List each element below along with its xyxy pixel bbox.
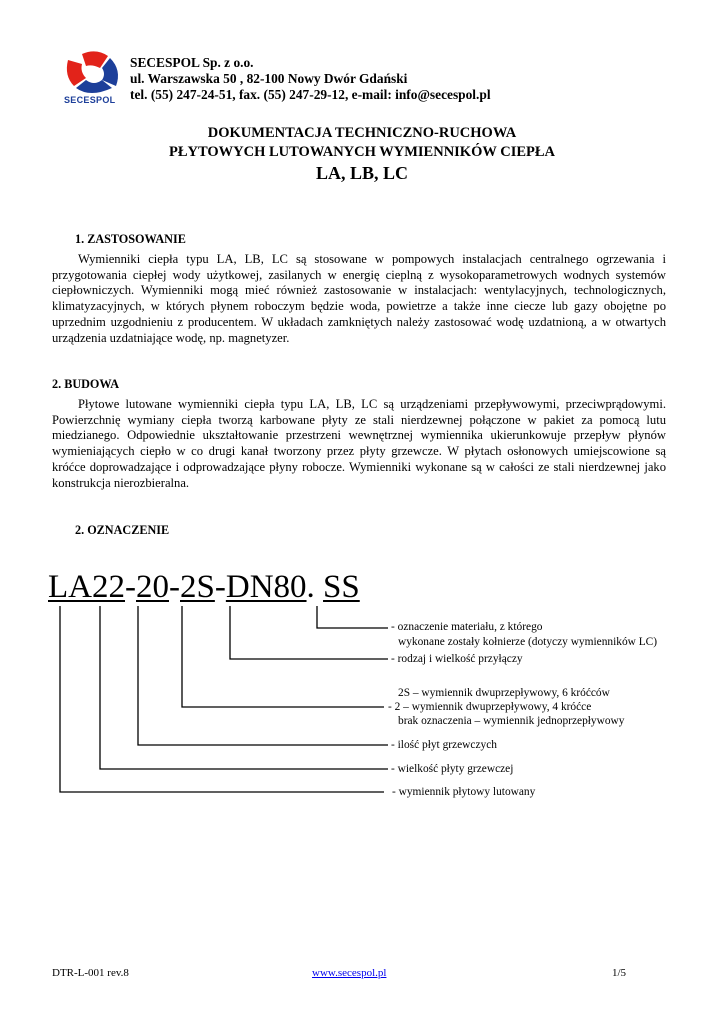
- desc-plate-count: - ilość płyt grzewczych: [391, 739, 497, 751]
- section-heading-zastosowanie: 1. ZASTOSOWANIE: [75, 232, 186, 246]
- company-address: ul. Warszawska 50 , 82-100 Nowy Dwór Gdański: [130, 71, 408, 86]
- desc-plate-size: - wielkość płyty grzewczej: [391, 763, 514, 775]
- code-part-series: LA: [48, 569, 92, 605]
- leader-line-connection: [230, 606, 388, 659]
- code-separator: -: [214, 569, 226, 605]
- code-part-connection: DN80: [225, 569, 307, 605]
- doc-title-line2: PŁYTOWYCH LUTOWANYCH WYMIENNIKÓW CIEPŁA: [168, 144, 556, 160]
- footer-doc-id: DTR-L-001 rev.8: [52, 967, 129, 979]
- desc-connection: - rodzaj i wielkość przyłączy: [391, 653, 523, 665]
- paragraph: Płytowe lutowane wymienniki ciepła typu LA, LB, LC są urządzeniami przepływowymi, przeciwprądowymi. Powierzchnię wymiany ciepła tworzą karbowane płyty ze stali nierdzewnej połączone w pakiet za pomocą lutu miedzianego. Odpowiednie ukształtowanie przestrzeni wewnętrznej wymiennika ukierunkowuje przepływ płynów wymieniających ciepło w co drugi kanał tworzony przez płyty grzewcze. W płytach osłonowych umiejscowione są króćce doprowadzające i odprowadzające płyny robocze. Wymienniki wykonane są w całości ze stali nierdzewnej jako konstrukcja nierozbieralna.: [52, 397, 666, 490]
- desc-passes-line2: - 2 – wymiennik dwuprzepływowy, 4 króćce: [388, 701, 592, 713]
- desc-passes-line3: brak oznaczenia – wymiennik jednoprzepływowy: [398, 715, 625, 727]
- code-part-plate-size: 22: [92, 569, 125, 605]
- desc-type: - wymiennik płytowy lutowany: [392, 786, 536, 798]
- footer-website-link[interactable]: www.secespol.pl: [312, 967, 387, 979]
- leader-line-passes: [182, 606, 384, 707]
- code-separator: -: [125, 569, 136, 605]
- code-separator: .: [306, 569, 324, 605]
- doc-title-line1: DOKUMENTACJA TECHNICZNO-RUCHOWA: [207, 125, 517, 141]
- code-part-passes: 2S: [180, 569, 215, 605]
- footer-page-number: 1/5: [612, 967, 627, 979]
- leader-line-material: [317, 606, 388, 628]
- desc-material-line2: wykonane zostały kołnierze (dotyczy wymienników LC): [398, 636, 658, 648]
- company-contact: tel. (55) 247-24-51, fax. (55) 247-29-12, e-mail: info@secespol.pl: [130, 87, 491, 102]
- code-separator: -: [169, 569, 180, 605]
- section-heading-budowa: 2. BUDOWA: [52, 377, 120, 391]
- paragraph: Wymienniki ciepła typu LA, LB, LC są stosowane w pompowych instalacjach centralnego ogrzewania i przygotowania ciepłej wody użytkowej, zasilanych w energię cieplną z wysokoparametrowych wodnych systemów ciepłowniczych. Wymienniki mogą mieć również zastosowanie w instalacjach: wentylacyjnych, technologicznych, klimatyzacyjnych, w których płynem roboczym będzie woda, powietrze a także inne ciecze lub gazy obojętne po uprzednim uzgodnieniu z producentem. W układach zamkniętych należy zastosować wodę uzdatnioną, a w otwartych urządzenia uzdatniające wodę, np. magnetyzer.: [52, 252, 666, 345]
- code-part-material: SS: [323, 569, 360, 605]
- code-part-plate-count: 20: [136, 569, 169, 605]
- doc-title-models: LA, LB, LC: [315, 163, 409, 183]
- section-heading-oznaczenie: 2. OZNACZENIE: [75, 523, 170, 537]
- desc-passes-line1: 2S – wymiennik dwuprzepływowy, 6 króćców: [398, 687, 610, 699]
- desc-material-line1: - oznaczenie materiału, z którego: [391, 621, 543, 633]
- leader-line-type: [60, 606, 384, 792]
- company-name: SECESPOL Sp. z o.o.: [130, 55, 254, 70]
- logo-text: SECESPOL: [64, 95, 116, 105]
- leader-line-plate-count: [138, 606, 388, 745]
